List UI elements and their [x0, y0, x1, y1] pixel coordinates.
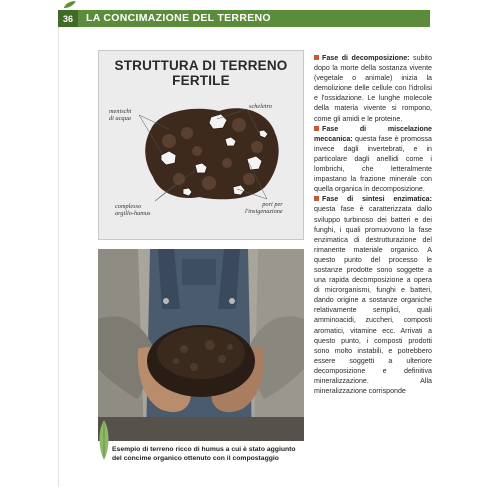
section-header: [58, 10, 430, 27]
label-complesso: complesso argillo-humus: [115, 203, 151, 217]
bullet-square-icon: [314, 196, 319, 201]
section-title: Fase di sintesi enzimatica:: [322, 195, 432, 204]
soil-structure-diagram: [98, 50, 304, 240]
leaf-icon: [63, 0, 77, 9]
section-decomposizione: [314, 53, 432, 124]
humus-photo: [98, 249, 304, 441]
chapter-title: LA CONCIMAZIONE DEL TERRENO: [86, 12, 271, 24]
body-text: [314, 53, 432, 396]
label-menischi: menischi di acqua: [109, 108, 132, 122]
photo-caption: Esempio di terreno ricco di humus a cui è stato aggiunto del concime organico ottenuto con il compostaggio: [112, 446, 296, 462]
bullet-square-icon: [314, 126, 319, 131]
margin-rule: [58, 27, 59, 487]
label-scheletro: scheletro: [249, 103, 272, 110]
bullet-square-icon: [314, 55, 319, 60]
diagram-title: STRUTTURA DI TERRENO FERTILE: [114, 58, 288, 88]
label-pori: pori per l'insigenazione: [245, 201, 283, 215]
section-body: questa fase è promossa invece dagli invertebrati, e in particolare dagli anellidi come i lombrichi, che letteralmente impastano la frazione minerale con quella organica in decomposizione.: [314, 134, 432, 194]
leaf-icon: [98, 420, 110, 460]
section-miscelazione: [314, 124, 432, 195]
section-title: Fase di decomposizione:: [322, 54, 410, 62]
page-number: 36: [58, 10, 78, 27]
section-sintesi: [314, 194, 432, 396]
section-body: subito dopo la morte della sostanza vivente (vegetale o animale) inizia la demolizione delle cellule con l'idrolisi e l'ossidazione. Le lunghe molecole della materia vivente si rompono, come gli amidi e le proteine.: [314, 54, 432, 123]
section-body: questa fase è caratterizzata dallo sviluppo turbinoso dei batteri e dei funghi, i quali promuovono la fase enzimatica di destrutturazione del rimanente materiale organico. A questo punto del processo le sostanze prodotte sono soggette a una rapida decomposizione a opera di microrganismi, funghi e batteri, dando origine a sostanze organiche relativamente semplici, quali amminoacidi, zuccheri, composti aromatici, vitamine ecc. Arrivati a questo punto, i composti prodotti sono molto instabili, e potrebbero essere soggetti a ulteriore decomposizione e definitiva mineralizzazione. Alla mineralizzazione corrisponde: [314, 205, 432, 396]
section-title: Fase di miscelazione meccanica:: [314, 124, 432, 143]
